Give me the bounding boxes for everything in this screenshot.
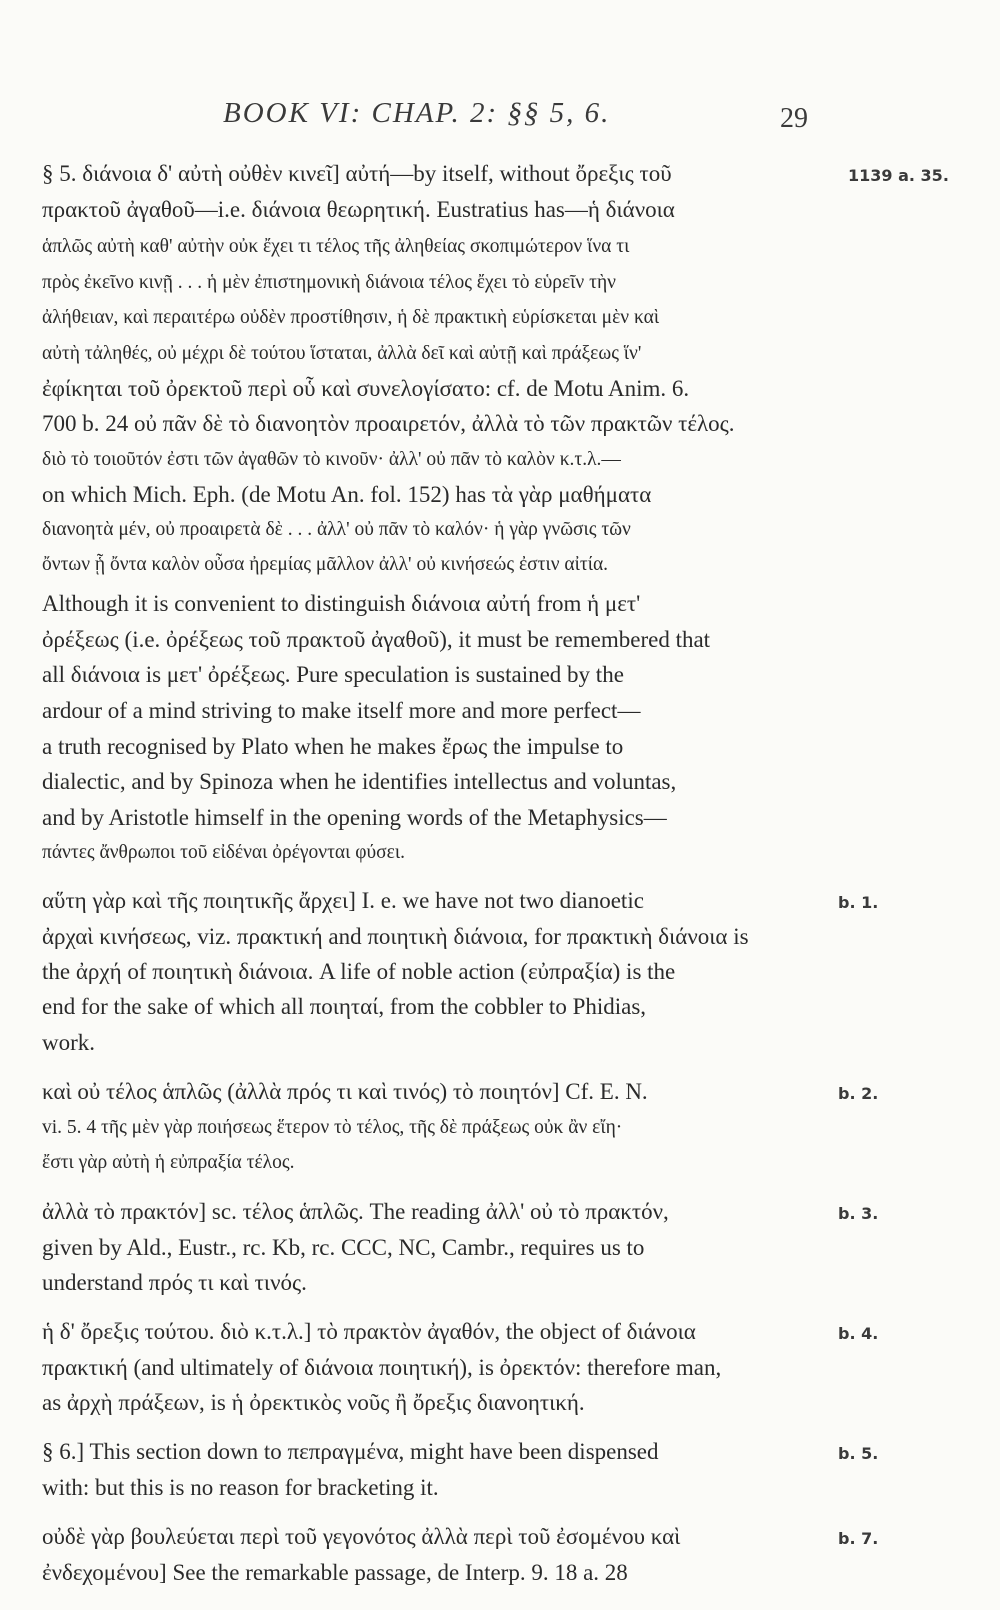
text-line: ἡ δ' ὄρεξις τούτου. διὸ κ.τ.λ.] τὸ πρακτὸν ἀγαθόν, the object of διάνοια [42,1319,696,1344]
text-line: αὐτὴ τἀληθές, οὐ μέχρι δὲ τούτου ἵσταται, ἀλλὰ δεῖ καὶ αὐτῇ καὶ πράξεως ἵν' [42,343,642,364]
text-line: a truth recognised by Plato when he makes ἔρως the impulse to [42,734,624,759]
text-line: ἐνδεχομένου] See the remarkable passage, de Interp. 9. 18 a. 28 [42,1560,628,1585]
margin-reference: 1139 a. 35. [848,166,949,185]
text-line: Although it is convenient to distinguish διάνοια αὐτή from ἡ μετ' [42,591,641,616]
text-line: work. [42,1030,96,1055]
margin-reference: b. 2. [838,1084,879,1103]
running-title: BOOK VI: CHAP. 2: §§ 5, 6. [223,97,611,129]
text-line: as ἀρχὴ πράξεων, is ἡ ὀρεκτικὸς νοῦς ἢ ὄρεξις διανοητική. [42,1390,585,1415]
text-line: ἀλλὰ τὸ πρακτόν] sc. τέλος ἁπλῶς. The reading ἀλλ' οὐ τὸ πρακτόν, [42,1199,669,1224]
text-line: ἔστι γὰρ αὐτὴ ἡ εὐπραξία τέλος. [42,1152,295,1173]
text-line: ἀλήθειαν, καὶ περαιτέρω οὐδὲν προστίθησιν, ἡ δὲ πρακτικὴ εὑρίσκεται μὲν καὶ [42,307,660,328]
margin-reference: b. 4. [838,1324,879,1343]
text-line: vi. 5. 4 τῆς μὲν γὰρ ποιήσεως ἕτερον τὸ τέλος, τῆς δὲ πράξεως οὐκ ἂν εἴη· [42,1117,623,1138]
text-line: πρακτική (and ultimately of διάνοια ποιητική), is ὀρεκτόν: therefore man, [42,1355,722,1380]
text-line: καὶ οὐ τέλος ἁπλῶς (ἀλλὰ πρός τι καὶ τινός) τὸ ποιητόν] Cf. E. N. [42,1079,648,1104]
text-line: πάντες ἄνθρωποι τοῦ εἰδέναι ὀρέγονται φύσει. [42,842,405,863]
margin-reference: b. 3. [838,1204,879,1223]
text-line: πρακτοῦ ἀγαθοῦ—i.e. διάνοια θεωρητική. Eustratius has—ἡ διάνοια [42,197,675,222]
text-line: and by Aristotle himself in the opening words of the Metaphysics— [42,805,667,830]
text-line: all διάνοια is μετ' ὀρέξεως. Pure speculation is sustained by the [42,662,624,687]
text-line: διὸ τὸ τοιοῦτόν ἐστι τῶν ἀγαθῶν τὸ κινοῦν· ἀλλ' οὐ πᾶν τὸ καλὸν κ.τ.λ.— [42,449,621,470]
text-line: διανοητὰ μέν, οὐ προαιρετὰ δὲ . . . ἀλλ' οὐ πᾶν τὸ καλόν· ἡ γὰρ γνῶσις τῶν [42,519,631,540]
text-line: ὀρέξεως (i.e. ὀρέξεως τοῦ πρακτοῦ ἀγαθοῦ), it must be remembered that [42,627,711,652]
text-line: ἁπλῶς αὐτὴ καθ' αὐτὴν οὐκ ἔχει τι τέλος τῆς ἀληθείας σκοπιμώτερον ἵνα τι [42,236,630,257]
text-line: ardour of a mind striving to make itself more and more perfect— [42,698,641,723]
text-line: given by Ald., Eustr., rc. Kb, rc. CCC, NC, Cambr., requires us to [42,1235,645,1260]
margin-reference: b. 1. [838,893,879,912]
text-line: understand πρός τι καὶ τινός. [42,1270,307,1295]
text-line: ἐφίκηται τοῦ ὀρεκτοῦ περὶ οὗ καὶ συνελογίσατο: cf. de Motu Anim. 6. [42,376,690,401]
text-line: with: but this is no reason for bracketing it. [42,1475,439,1500]
text-line: ἀρχαὶ κινήσεως, viz. πρακτική and ποιητικὴ διάνοια, for πρακτικὴ διάνοια is [42,924,749,949]
margin-reference: b. 5. [838,1444,879,1463]
text-line: § 5. διάνοια δ' αὐτὴ οὐθὲν κινεῖ] αὐτή—by itself, without ὄρεξις τοῦ [42,161,672,186]
text-line: 700 b. 24 οὐ πᾶν δὲ τὸ διανοητὸν προαιρετόν, ἀλλὰ τὸ τῶν πρακτῶν τέλος. [42,411,735,436]
text-line: ὄντων ᾗ ὄντα καλὸν οὖσα ἠρεμίας μᾶλλον ἀλλ' οὐ κινήσεώς ἐστιν αἰτία. [42,554,609,575]
page-number: 29 [780,103,808,134]
text-line: οὐδὲ γὰρ βουλεύεται περὶ τοῦ γεγονότος ἀλλὰ περὶ τοῦ ἐσομένου καὶ [42,1524,681,1549]
text-line: the ἀρχή of ποιητικὴ διάνοια. A life of noble action (εὐπραξία) is the [42,959,676,984]
text-line: end for the sake of which all ποιηταί, from the cobbler to Phidias, [42,994,647,1019]
text-line: § 6.] This section down to πεπραγμένα, might have been dispensed [42,1439,659,1464]
margin-reference: b. 7. [838,1529,879,1548]
text-line: dialectic, and by Spinoza when he identifies intellectus and voluntas, [42,769,677,794]
text-line: on which Mich. Eph. (de Motu An. fol. 152) has τὰ γὰρ μαθήματα [42,482,652,507]
text-line: αὕτη γὰρ καὶ τῆς ποιητικῆς ἄρχει] I. e. we have not two dianoetic [42,888,644,913]
text-line: πρὸς ἐκεῖνο κινῇ . . . ἡ μὲν ἐπιστημονικὴ διάνοια τέλος ἔχει τὸ εὑρεῖν τὴν [42,272,616,293]
